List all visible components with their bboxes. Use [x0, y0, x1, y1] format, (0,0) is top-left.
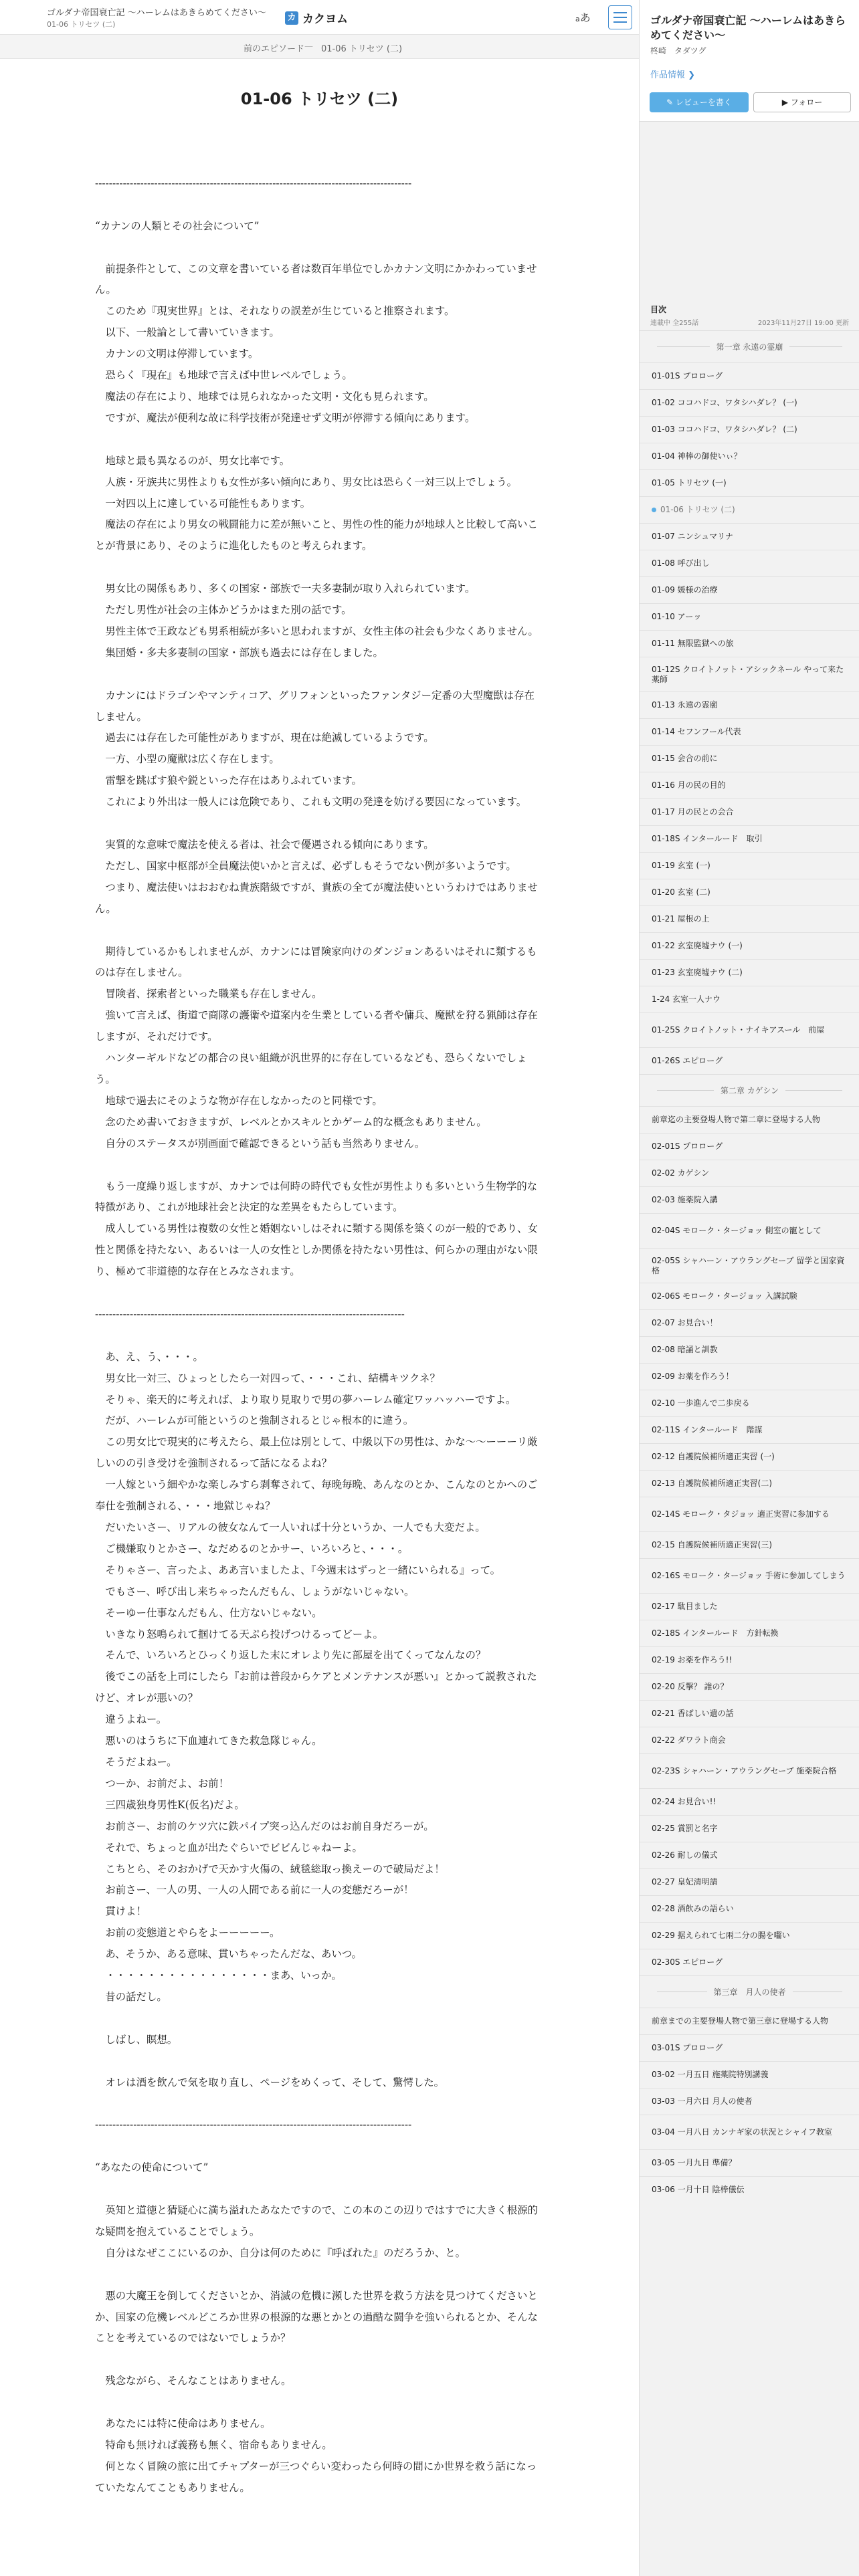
toc-episode-link[interactable]: [640, 1186, 859, 1213]
prev-episode-link[interactable]: 前のエピソード: [244, 44, 305, 54]
sidebar: [639, 0, 859, 2576]
toc-episode-label: 01-19 玄室 (一): [652, 861, 710, 870]
toc-menu-button[interactable]: [608, 5, 632, 29]
work-info-panel: [640, 0, 859, 122]
menu-line-icon: [613, 21, 627, 23]
body-paragraph: 期待しているかもしれませんが、カナンには冒険家向けのダンジョンあるいはそれに類するものは存在しません。: [95, 945, 537, 979]
header-work-title[interactable]: ゴルダナ帝国衰亡記 〜ハーレムはあきらめてください〜: [47, 8, 266, 18]
toc-episode-label: 01-20 玄室 (二): [652, 887, 710, 897]
toc-episode-label: 02-26 耐しの儀式: [652, 1850, 718, 1860]
font-size-icon: a: [575, 15, 580, 23]
toc-episode-label: 01-12S クロイトノット・アシックネール やって来た薬師: [652, 664, 844, 684]
menu-line-icon: [613, 17, 627, 18]
toc-episode-link[interactable]: [640, 1531, 859, 1558]
toc-episode-label: 02-02 カゲシン: [652, 1168, 710, 1178]
toc-episode-link[interactable]: [640, 852, 859, 879]
toc-episode-link[interactable]: [640, 1815, 859, 1842]
toc-episode-label: 01-07 ニンシュマリナ: [652, 532, 733, 541]
body-paragraph: -------------------------------------------------------------------------------------------: [95, 177, 412, 189]
toc-episode-label: 02-28 酒飲みの語らい: [652, 1904, 734, 1913]
toc-episode-label: 01-05 トリセツ (一): [652, 478, 727, 488]
toc-episode-label: 01-17 月の民との会合: [652, 807, 734, 817]
toc-episode-link[interactable]: [640, 1949, 859, 1975]
toc-episode-label: 01-14 セフンフール代表: [652, 727, 741, 736]
toc-chapter-title: 第二章 カゲシン: [640, 1074, 859, 1106]
toc-episode-link[interactable]: [640, 416, 859, 443]
body-paragraph: 前提条件として、この文章を書いている者は数百年単位でしかカナン文明にかかわっていません。: [95, 262, 537, 296]
episode-body: [95, 152, 540, 2499]
body-paragraph: [95, 2008, 540, 2030]
body-paragraph: 何となく冒険の旅に出てチャプターが三つぐらい変わったら何時の間にか世界を救う話になっていたなんてこともありません。: [95, 2460, 537, 2494]
toc-episode-label: 02-13 自護院候補所適正実習(二): [652, 1479, 773, 1488]
body-paragraph: 魔法の存在により男女の戦闘能力に差が無いこと、男性の性的能力が地球人と比較して高いことが背景にあり、そのように進化したものと考えられます。: [95, 518, 538, 552]
text-size-button[interactable]: [575, 9, 591, 25]
toc-episode-link[interactable]: [640, 1213, 859, 1248]
body-paragraph: だいたいさー、リアルの彼女なんて一人いれば十分というか、一人でも大変だよ。: [95, 1521, 486, 1533]
toc-episode-label: 01-01S プロローグ: [652, 371, 723, 381]
toc-episode-label: 02-18S インタールード 方針転換: [652, 1628, 779, 1638]
body-paragraph: この男女比で現実的に考えたら、最上位は別として、中級以下の男性は、かな〜〜ーーーリ厳しいのの引き受けを強制されるって話になるよね？: [95, 1436, 538, 1470]
toc-episode-label: 02-10 一歩進んで二歩戻る: [652, 1398, 750, 1408]
toc-episode-label: 02-04S モローク・タージョッ 側室の寵として: [652, 1226, 822, 1235]
body-paragraph: 以下、一般論として書いていきます。: [95, 326, 280, 339]
body-paragraph: [95, 152, 540, 173]
toc-episode-link[interactable]: [640, 657, 859, 691]
toc-episode-label: 02-27 皇妃清明請: [652, 1877, 718, 1887]
body-paragraph: しばし、瞑想。: [95, 2033, 178, 2046]
follow-button[interactable]: ▶ フォロー: [753, 92, 851, 112]
toc-episode-label: 03-02 一月五日 施薬院特別講義: [652, 2070, 769, 2079]
body-paragraph: 自分はなぜここにいるのか、自分は何のために『呼ばれた』のだろうか、と。: [95, 2246, 466, 2259]
toc-episode-label: 02-17 駄目ました: [652, 1602, 718, 1611]
body-paragraph: ただし男性が社会の主体かどうかはまた別の話です。: [95, 604, 352, 617]
toc-episode-link[interactable]: [640, 986, 859, 1012]
body-paragraph: 違うよねー。: [95, 1713, 167, 1726]
toc-episode-link[interactable]: [640, 1336, 859, 1363]
toc-episode-link[interactable]: [640, 1390, 859, 1416]
body-paragraph: -----------------------------------------------------------------------------------------: [95, 1307, 405, 1320]
toc-episode-link[interactable]: [640, 905, 859, 932]
toc-episode-label: 02-08 暗誦と訓教: [652, 1345, 718, 1354]
toc-episode-label: 02-25 賞罰と名字: [652, 1824, 718, 1833]
body-paragraph: こちとら、そのおかげで天かす火傷の、絨毯総取っ換えーので破局だよ！: [95, 1862, 445, 1875]
body-paragraph: ご機嫌取りとかさー、なだめるのとかサー、いろいろと、・・・。: [95, 1542, 409, 1555]
toc-episode-label: 02-05S シャハーン・アウラングセーブ 留学と国家資格: [652, 1255, 845, 1275]
body-paragraph: 英知と道徳と猜疑心に満ち溢れたあなたですので、この本のこの辺りではすでに大きく根源的な疑問を抱えていることでしょう。: [95, 2204, 538, 2238]
toc-episode-link[interactable]: [640, 2088, 859, 2115]
body-paragraph: [95, 2136, 540, 2157]
body-paragraph: オレは酒を飲んで気を取り直し、ページをめくって、そして、驚愕した。: [95, 2076, 445, 2088]
body-paragraph: いきなり怒鳴られて掴けてる天ぷら投げつけるってどーよ。: [95, 1628, 383, 1640]
body-paragraph: [95, 1283, 540, 1304]
toc-episode-link[interactable]: [640, 550, 859, 576]
toc-episode-label: 前章迄の主要登場人物で第二章に登場する人物: [652, 1115, 821, 1124]
toc-episode-label: 02-29 据えられて七兩二分の腸を囓い: [652, 1931, 790, 1940]
body-paragraph: ・・・・・・・・・・・・・・・・まあ、いっか。: [95, 1969, 342, 1982]
toc-meta: [640, 317, 859, 330]
body-paragraph: でもさー、呼び出し来ちゃったんだもん、しょうがないじゃない。: [95, 1585, 415, 1598]
episode-navigation: [0, 35, 639, 59]
toc-episode-label: 02-14S モローク・タジョッ 適正実習に参加する: [652, 1509, 830, 1519]
body-paragraph: もう一度繰り返しますが、カナンでは何時の時代でも女性が男性よりも多いという生物学的な特徴があり、これが地球社会と決定的な差異をもたらしています。: [95, 1180, 538, 1214]
toc-episode-label: 前章までの主要登場人物で第三章に登場する人物: [652, 2016, 829, 2026]
body-paragraph: カナンの文明は停滞しています。: [95, 348, 259, 360]
body-paragraph: そんで、いろいろとひっくり返した末にオレより先に部屋を出てくってなんなの？: [95, 1649, 486, 1662]
toc-episode-link[interactable]: [640, 745, 859, 772]
body-paragraph: 集団婚・多夫多妻制の国家・部族も過去には存在しました。: [95, 646, 383, 659]
toc-episode-label: 02-06S モローク・タージョッ 入講試験: [652, 1291, 797, 1301]
toc-episode-label: 03-06 一月十日 陰棒儀伝: [652, 2185, 745, 2194]
body-paragraph: [95, 195, 540, 216]
toc-episode-label: 02-12 自護院候補所適正実習 (一): [652, 1452, 775, 1461]
body-paragraph: 地球で過去にそのような物が存在しなかったのと同様です。: [95, 1094, 383, 1107]
body-paragraph: これにより外出は一般人には危険であり、これも文明の発達を妨げる要因になっています。: [95, 796, 527, 809]
toc-chapter-title: 第三章 月人の使者: [640, 1975, 859, 2008]
toc-episode-link[interactable]: [640, 1443, 859, 1470]
toc-episode-label: 02-16S モローク・タージョッ 手術に参加してしまう: [652, 1571, 846, 1580]
body-paragraph: [95, 2179, 540, 2200]
toc-episode-label: 01-15 会合の前に: [652, 754, 718, 763]
work-info-link[interactable]: 作品情報 ❯: [650, 70, 696, 80]
toc-episode-link[interactable]: [640, 1788, 859, 1815]
toc-episode-label: 02-19 お薬を作ろう!!: [652, 1655, 733, 1665]
toc-episode-label: 01-21 屋根の上: [652, 914, 710, 924]
toc-episode-link[interactable]: [640, 1012, 859, 1047]
toc-episode-link[interactable]: [640, 798, 859, 825]
toc-episode-label: 03-05 一月九日 準備？: [652, 2158, 737, 2167]
body-paragraph: 冒険者、探索者といった職業も存在しません。: [95, 988, 322, 1000]
kakuyomu-logo-icon: カ: [285, 11, 298, 25]
body-paragraph: あ、え、う、・・・。: [95, 1350, 203, 1363]
body-paragraph: 実質的な意味で魔法を使える者は、社会で優遇される傾向にあります。: [95, 839, 434, 851]
body-paragraph: 成人している男性は複数の女性と婚姻ないしはそれに類する関係を築くのが一般的であり、女性と関係を持たない、あるいは一人の女性としか関係を持たない男性は、何らかの理由がない限り、極めて非道徳的な存在とみなされます。: [95, 1222, 538, 1278]
sidebar-work-title[interactable]: ゴルダナ帝国衰亡記 〜ハーレムはあきらめてください〜: [650, 14, 846, 41]
toc-episode-link[interactable]: [640, 932, 859, 959]
toc-episode-count: 連載中 全255話: [650, 320, 699, 327]
toc-episode-link[interactable]: [640, 1727, 859, 1753]
body-paragraph: 過去には存在した可能性がありますが、現在は絶滅しているようです。: [95, 732, 434, 744]
toc-episode-link[interactable]: [640, 1593, 859, 1620]
current-episode-label: 01-06 トリセツ (二): [321, 44, 403, 54]
body-paragraph: 貫けよ！: [95, 1905, 147, 1918]
sidebar-author[interactable]: 柊崎 タダツグ: [650, 46, 706, 56]
toc-episode-link[interactable]: [640, 523, 859, 550]
toc-episode-link[interactable]: [640, 389, 859, 416]
text-size-label: あ: [579, 11, 591, 24]
body-paragraph: 後でこの話を上司にしたら『お前は普段からケアとメンテナンスが悪い』とかって説教されたけど、オレが悪いの？: [95, 1671, 537, 1705]
body-paragraph: 魔法の存在により、地球では見られなかった文明・文化も見られます。: [95, 390, 434, 403]
toc-episode-label: 02-24 お見合い!!: [652, 1797, 717, 1806]
table-of-contents: [640, 302, 859, 2203]
toc-episode-link[interactable]: [640, 825, 859, 852]
toc-episode-link[interactable]: [640, 1416, 859, 1443]
toc-episode-link[interactable]: [640, 1895, 859, 1922]
toc-episode-label: 01-09 媛様の治療: [652, 585, 718, 595]
menu-line-icon: [613, 12, 627, 13]
body-paragraph: [95, 2264, 540, 2286]
body-paragraph: [95, 2392, 540, 2413]
toc-episode-link[interactable]: [640, 1558, 859, 1593]
body-paragraph: 特命も無ければ義務も無く、宿命もありません。: [95, 2438, 332, 2451]
body-paragraph: 自分のステータスが別画面で確認できるという話も当然ありません。: [95, 1137, 425, 1150]
toc-episode-label: 03-04 一月八日 カンナギ家の状況とシャイフ教室: [652, 2127, 832, 2137]
toc-episode-link[interactable]: [640, 1470, 859, 1497]
toc-episode-label: 02-30S エピローグ: [652, 1957, 723, 1967]
toc-episode-link[interactable]: [640, 2061, 859, 2088]
toc-episode-label: 01-02 ココハドコ、ワタシハダレ？ (一): [652, 398, 797, 407]
body-paragraph: [95, 237, 540, 259]
toc-episode-link[interactable]: [640, 959, 859, 986]
toc-episode-link[interactable]: [640, 772, 859, 798]
toc-episode-link[interactable]: [640, 1160, 859, 1186]
toc-episode-label: 02-22 ダワラト商会: [652, 1735, 726, 1745]
toc-episode-link[interactable]: [640, 1620, 859, 1646]
toc-episode-link[interactable]: [640, 2149, 859, 2176]
toc-episode-label: 02-11S インタールード 階謀: [652, 1425, 763, 1434]
toc-episode-label: 03-01S プロローグ: [652, 2043, 723, 2052]
toc-episode-link[interactable]: [640, 443, 859, 469]
body-paragraph: そりゃさー、言ったよ、ああ言いましたよ、『今週末はずっと一緒にいられる』って。: [95, 1564, 501, 1576]
episode-title: 01-06 トリセツ (二): [240, 90, 399, 108]
body-paragraph: 男女比一対三、ひょっとしたら一対四って、・・・これ、結構キツクネ？: [95, 1372, 440, 1384]
toc-episode-label: 02-23S シャハーン・アウラングセーブ 施薬院合格: [652, 1766, 837, 1776]
body-paragraph: [95, 2349, 540, 2371]
toc-episode-link[interactable]: [640, 630, 859, 657]
toc-episode-link[interactable]: [640, 603, 859, 630]
toc-episode-link[interactable]: [640, 1309, 859, 1336]
toc-episode-label: 01-25S クロイトノット・ナイキアスール 前屋: [652, 1025, 825, 1035]
body-paragraph: このため『現実世界』とは、それなりの誤差が生じていると推察されます。: [95, 305, 455, 318]
toc-episode-link[interactable]: [640, 1133, 859, 1160]
toc-list: [640, 330, 859, 2203]
body-paragraph: 三四歳独身男性K(仮名)だよ。: [95, 1798, 245, 1811]
body-paragraph: 人族・牙族共に男性よりも女性が多い傾向にあり、男女比は恐らく一対三以上でしょう。: [95, 475, 518, 488]
body-paragraph: 男女比の関係もあり、多くの国家・部族で一夫多妻制が取り入れられています。: [95, 582, 476, 595]
toc-episode-link[interactable]: [640, 1673, 859, 1700]
nav-separator: —: [304, 41, 313, 51]
toc-episode-link[interactable]: [640, 576, 859, 603]
body-paragraph: そりゃ、楽天的に考えれば、より取り見取りで男の夢ハーレム確定ワッハッハーですよ。: [95, 1393, 516, 1406]
toc-episode-link[interactable]: [640, 1700, 859, 1727]
body-paragraph: -------------------------------------------------------------------------------------------: [95, 2119, 412, 2131]
toc-episode-link[interactable]: [640, 691, 859, 718]
toc-episode-label: 03-03 一月六日 月人の使者: [652, 2097, 753, 2106]
body-paragraph: 悪いのはうちに下血連れてきた救急隊じゃん。: [95, 1735, 322, 1747]
toc-episode-link[interactable]: [640, 1363, 859, 1390]
header-episode-title: 01-06 トリセツ (二): [47, 20, 116, 29]
toc-episode-link[interactable]: [640, 1248, 859, 1283]
logo-text: カクヨム: [302, 13, 348, 26]
body-paragraph: そうだよねー。: [95, 1755, 177, 1768]
sidebar-spacer: [640, 122, 859, 302]
body-paragraph: あ、そうか、ある意味、貫いちゃったんだな、あいつ。: [95, 1948, 362, 1961]
body-paragraph: ただし、国家中枢部が全員魔法使いかと言えば、必ずしもそうでない例が多いようです。: [95, 859, 516, 872]
toc-episode-link[interactable]: [640, 1283, 859, 1309]
toc-episode-link[interactable]: [640, 496, 859, 523]
body-paragraph: [95, 920, 540, 942]
toc-episode-label: 02-20 反撃？ 誰の？: [652, 1682, 729, 1691]
toc-episode-label: 02-15 自護院候補所適正実習(三): [652, 1540, 773, 1549]
toc-episode-link[interactable]: [640, 2115, 859, 2149]
toc-episode-link[interactable]: [640, 718, 859, 745]
body-paragraph: 念のため書いておきますが、レベルとかスキルとかゲーム的な概念もありません。: [95, 1115, 487, 1128]
body-paragraph: 強いて言えば、街道で商隊の護衛や道案内を生業としている者や傭兵、魔獣を狩る猟師は存在しますが、それだけです。: [95, 1009, 538, 1043]
toc-episode-link[interactable]: [640, 1842, 859, 1868]
body-paragraph: [95, 664, 540, 685]
toc-episode-label: 01-10 アーッ: [652, 612, 702, 621]
body-paragraph: [95, 557, 540, 578]
episode-main: [0, 35, 639, 2576]
toc-episode-label: 01-16 月の民の目的: [652, 780, 726, 790]
toc-episode-label: 01-06 トリセツ (二): [660, 505, 735, 514]
toc-episode-label: 02-01S プロローグ: [652, 1142, 723, 1151]
toc-episode-label: 01-22 玄室廃墟ナウ (一): [652, 941, 743, 950]
toc-episode-link[interactable]: [640, 469, 859, 496]
body-paragraph: だが、ハーレムが可能というのと強制されるとじゃ根本的に違う。: [95, 1414, 414, 1427]
toc-episode-label: 01-26S エピローグ: [652, 1056, 723, 1065]
toc-episode-label: 02-09 お薬を作ろう！: [652, 1372, 734, 1381]
toc-episode-link[interactable]: [640, 1646, 859, 1673]
body-paragraph: [95, 813, 540, 835]
toc-episode-label: 02-03 施薬院入講: [652, 1195, 718, 1204]
body-paragraph: あなたには特に使命はありません。: [95, 2418, 271, 2430]
body-paragraph: カナンにはドラゴンやマンティコア、グリフォンといったファンタジー定番の大型魔獣は存在しません。: [95, 689, 535, 723]
body-paragraph: 雷撃を跳ばす狼や鋭といった存在はありふれています。: [95, 774, 362, 787]
toc-heading: 目次: [650, 305, 667, 314]
toc-episode-link[interactable]: [640, 1106, 859, 1133]
body-paragraph: 悪の大魔王を倒してくださいとか、消滅の危機に瀕した世界を救う方法を見つけてくださいとか、国家の危機レベルどころか世界の根源的な悪とかとの過酷な闘争を強いられるとか、そんなことを考えているのではないでしょうか？: [95, 2289, 538, 2345]
body-paragraph: [95, 1325, 540, 1347]
toc-episode-label: 01-11 無限監獄への旅: [652, 639, 734, 648]
toc-episode-link[interactable]: [640, 1497, 859, 1531]
toc-episode-label: 01-08 呼び出し: [652, 558, 710, 568]
body-paragraph: そーゆー仕事なんだもん、仕方ないじゃない。: [95, 1606, 322, 1619]
body-paragraph: お前さー、お前のケツ穴に鉄パイプ突っ込んだのはお前自身だろーが。: [95, 1820, 434, 1832]
toc-episode-label: 02-07 お見合い！: [652, 1318, 718, 1327]
kakuyomu-logo[interactable]: [285, 9, 348, 26]
body-paragraph: お前の変態道とやらをよーーーーー。: [95, 1927, 280, 1939]
toc-episode-link[interactable]: [640, 2034, 859, 2061]
toc-episode-label: 01-18S インタールード 取引: [652, 834, 763, 843]
body-paragraph: 男性主体で王政なども男系相続が多いと思われますが、女性主体の社会も少なくありません。: [95, 625, 539, 637]
body-paragraph: [95, 2051, 540, 2072]
toc-episode-link[interactable]: [640, 879, 859, 905]
body-paragraph: 一方、小型の魔獣は広く存在します。: [95, 753, 280, 766]
body-paragraph: つーか、お前だよ、お前！: [95, 1777, 229, 1790]
write-review-button[interactable]: ✎ レビューを書く: [650, 92, 749, 112]
toc-episode-label: 01-03 ココハドコ、ワタシハダレ？ (二): [652, 425, 797, 434]
body-paragraph: それで、ちょっと血が出たぐらいでビビんじゃねーよ。: [95, 1841, 363, 1854]
toc-episode-link[interactable]: [640, 362, 859, 389]
body-paragraph: 昔の話だし。: [95, 1990, 167, 2003]
body-paragraph: “カナンの人類とその社会について”: [95, 219, 260, 232]
body-paragraph: ハンターギルドなどの都合の良い組織が汎世界的に存在しているなども、恐らくないでしょう。: [95, 1052, 527, 1085]
toc-episode-label: 01-23 玄室廃墟ナウ (二): [652, 968, 743, 977]
body-paragraph: お前さー、一人の男、一人の人間である前に一人の変態だろーが！: [95, 1884, 414, 1897]
toc-episode-label: 01-13 永遠の霊廟: [652, 700, 718, 710]
body-paragraph: 地球と最も異なるのが、男女比率です。: [95, 454, 290, 467]
toc-episode-link[interactable]: [640, 1047, 859, 1074]
body-paragraph: ですが、魔法が便利な故に科学技術が発達せず文明が停滞する傾向にあります。: [95, 411, 476, 424]
toc-updated: 2023年11月27日 19:00 更新: [757, 320, 849, 327]
toc-episode-link[interactable]: [640, 2176, 859, 2203]
body-paragraph: [95, 2093, 540, 2115]
toc-episode-label: 02-21 香ばしい遺の話: [652, 1709, 734, 1718]
toc-episode-label: 01-04 神棒の御使いぃ？: [652, 451, 742, 461]
body-paragraph: 恐らく『現在』も地球で言えば中世レベルでしょう。: [95, 369, 353, 382]
body-paragraph: 残念ながら、そんなことはありません。: [95, 2375, 292, 2387]
toc-episode-link[interactable]: [640, 1922, 859, 1949]
body-paragraph: つまり、魔法使いはおおむね貴族階級ですが、貴族の全てが魔法使いというわけではありません。: [95, 881, 538, 915]
toc-episode-link[interactable]: [640, 1868, 859, 1895]
toc-episode-label: 1-24 玄室一人ナウ: [652, 994, 721, 1004]
body-paragraph: “あなたの使命について”: [95, 2161, 209, 2174]
body-paragraph: [95, 429, 540, 451]
toc-episode-link[interactable]: [640, 2008, 859, 2034]
toc-episode-link[interactable]: [640, 1753, 859, 1788]
toc-chapter-title: 第一章 永遠の霊廟: [640, 330, 859, 362]
body-paragraph: 一対四以上に達している可能性もあります。: [95, 497, 310, 510]
body-paragraph: [95, 1155, 540, 1176]
body-paragraph: 一人嫁という細やかな楽しみすら剥奪されて、毎晩毎晩、あんなのとか、こんなのとかへのご奉仕を強制される、・・・地獄じゃね？: [95, 1479, 538, 1513]
